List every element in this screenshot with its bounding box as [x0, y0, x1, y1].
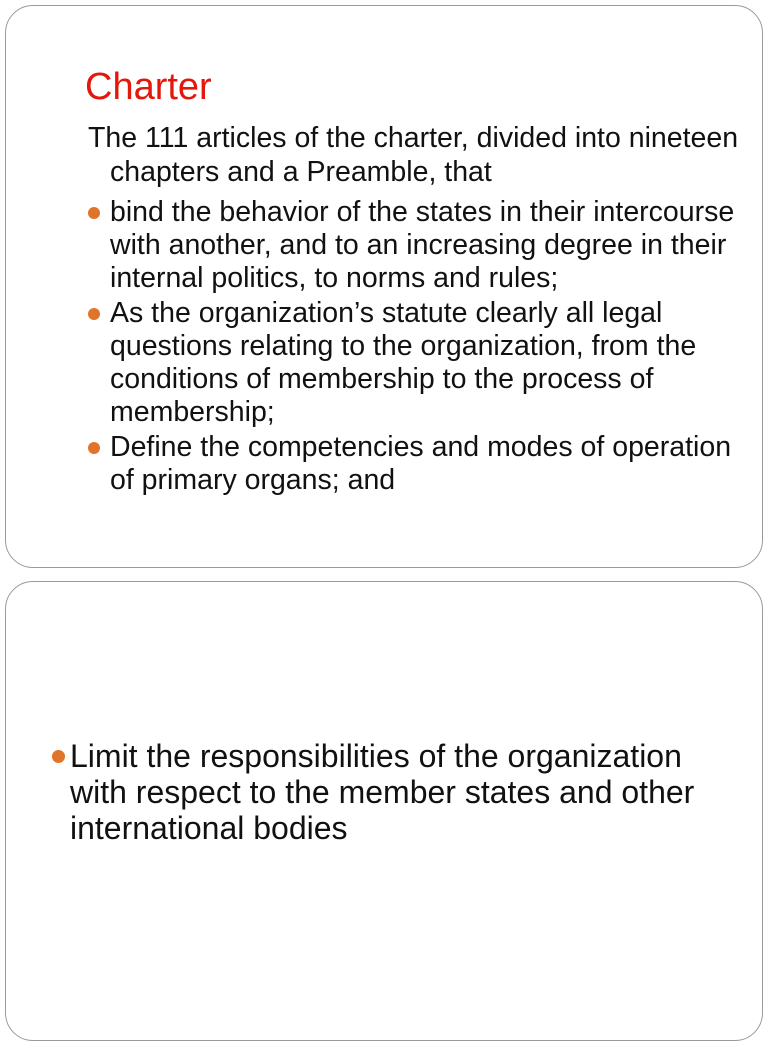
- intro-paragraph: The 111 articles of the charter, divided into nineteen chapters and a Preamble, that: [88, 122, 739, 188]
- slide-title: Charter: [85, 66, 212, 108]
- bullet-list: [52, 738, 742, 846]
- bullet-dot-icon: [88, 442, 100, 454]
- bullet-dot-icon: [88, 308, 100, 320]
- bullet-text: Define the competencies and modes of operation of primary organs; and: [110, 431, 732, 496]
- bullet-list: [86, 196, 756, 499]
- bullet-item: [52, 738, 742, 846]
- slide-continued: [5, 581, 763, 1041]
- bullet-item: [86, 196, 756, 295]
- bullet-dot-icon: [88, 207, 100, 219]
- bullet-text: bind the behavior of the states in their intercourse with another, and to an increasing degree in their internal politics, to norms and rules;: [110, 196, 735, 294]
- bullet-text: Limit the responsibilities of the organization with respect to the member states and other international bodies: [70, 738, 695, 846]
- bullet-item: [86, 297, 756, 429]
- bullet-text: As the organization’s statute clearly all legal questions relating to the organization, from the conditions of membership to the process of membership;: [110, 297, 697, 428]
- slide-charter: [5, 5, 763, 568]
- bullet-item: [86, 431, 756, 497]
- bullet-dot-icon: [52, 750, 65, 763]
